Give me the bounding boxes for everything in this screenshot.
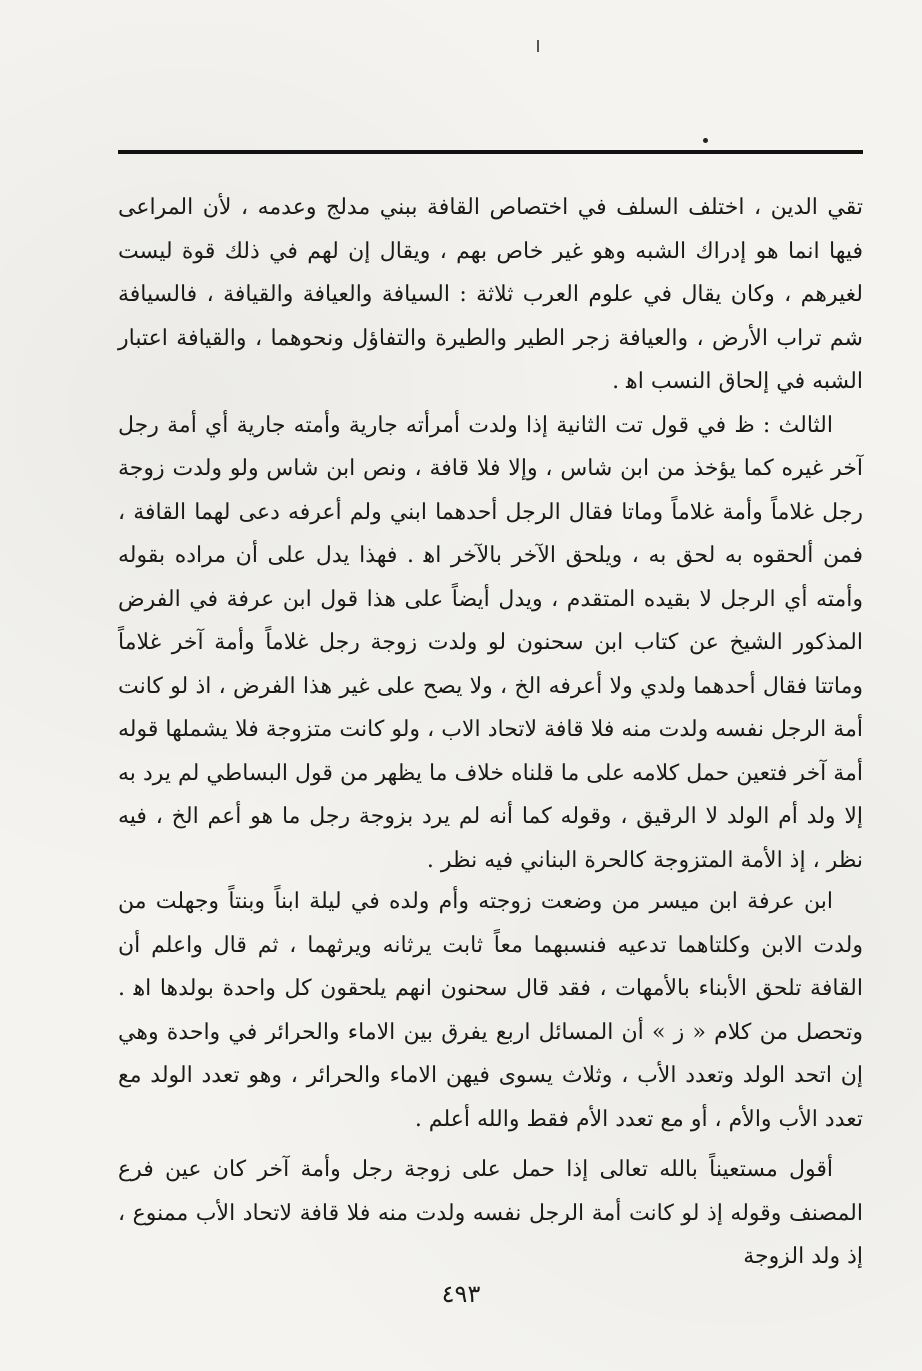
body-text-middle bbox=[118, 880, 863, 1141]
scan-mark bbox=[537, 40, 539, 52]
paragraph-3: ابن عرفة ابن ميسر من وضعت زوجته وأم ولده في ليلة ابناً وبنتاً وجهلت من ولدت الابن وكلتاهما تدعيه فنسبهما معاً ثابت يرثانه ويرثهما ، ثم قال واعلم أن القافة تلحق الأبناء بالأمهات ، فقد قال سحنون انهم يلحقون كل واحدة بولدها اﻫ . وتحصل من كلام « ز » أن المسائل اربع يفرق بين الاماء والحرائر في واحدة وهي إن اتحد الولد وتعدد الأب ، وثلاث يسوى فيهن الاماء والحرائر ، وهو تعدد الولد مع تعدد الأب والأم ، أو مع تعدد الأم فقط والله أعلم . bbox=[118, 889, 863, 1132]
paragraph-2: الثالث : ظ في قول تت الثانية إذا ولدت أمرأته جارية وأمته جارية أي أمة رجل آخر غيره كما يؤخذ من ابن شاس ، وإلا فلا قافة ، ونص ابن شاس ولو ولدت زوجة رجل غلاماً وأمة غلاماً وماتا فقال الرجل أحدهما ابني ولم أعرفه دعى لهما القافة ، فمن ألحقوه به لحق به ، ويلحق الآخر بالآخر اﻫ . فهذا يدل على أن مراده بقوله وأمته أي الرجل لا بقيده المتقدم ، ويدل أيضاً على هذا قول ابن عرفة في الفرض المذكور الشيخ عن كتاب ابن سحنون لو ولدت زوجة رجل غلاماً وأمة آخر غلاماً وماتتا فقال أحدهما ولدي ولا أعرفه الخ ، ولا يصح على غير هذا الفرض ، اذ لو كانت أمة الرجل نفسه ولدت منه فلا قافة لاتحاد الاب ، ولو كانت متزوجة فلا يشملها قوله أمة آخر فتعين حمل كلامه على ما قلناه خلاف ما يظهر من قول البساطي لم يرد به إلا ولد أم الولد لا الرقيق ، وقوله كما أنه لم يرد بزوجة رجل ما هو أعم الخ ، فيه نظر ، إذ الأمة المتزوجة كالحرة البناني فيه نظر . bbox=[118, 412, 863, 873]
paragraph-4: أقول مستعيناً بالله تعالى إذا حمل على زوجة رجل وأمة آخر كان عين فرع المصنف وقوله إذ لو كانت أمة الرجل نفسه ولدت منه فلا قافة لاتحاد الأب ممنوع ، إذ ولد الزوجة bbox=[118, 1157, 863, 1269]
scan-dot bbox=[703, 138, 708, 143]
body-text-lower bbox=[118, 1148, 863, 1279]
header-rule bbox=[118, 150, 863, 154]
body-text-upper bbox=[118, 186, 863, 882]
paragraph-1: تقي الدين ، اختلف السلف في اختصاص القافة ببني مدلج وعدمه ، لأن المراعى فيها انما هو إدراك الشبه وهو غير خاص بهم ، ويقال إن لهم في ذلك قوة ليست لغيرهم ، وكان يقال في علوم العرب ثلاثة : السيافة والعيافة والقيافة ، فالسيافة شم تراب الأرض ، والعيافة زجر الطير والطيرة والتفاؤل ونحوهما ، والقيافة اعتبار الشبه في إلحاق النسب اﻫ . bbox=[118, 195, 863, 394]
page-number: ٤٩٣ bbox=[441, 1280, 481, 1308]
